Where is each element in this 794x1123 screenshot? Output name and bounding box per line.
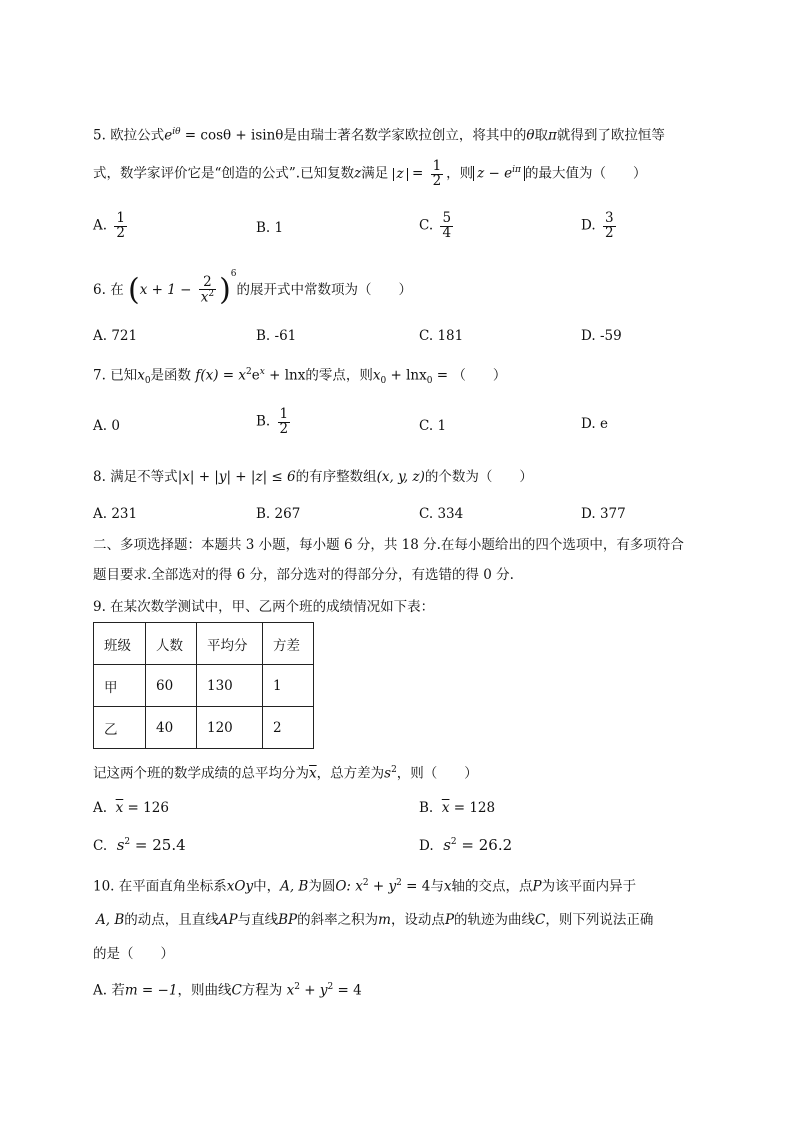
- q5-line1: 5. 欧拉公式$e^{i\theta} = \cos\theta + isin\theta$是由瑞士著名数学家欧拉创立，将其中的θ取π就得到了欧拉恒等: [93, 127, 665, 144]
- q6-line: 6. 在 (x + 1 − $\frac{2}{x^2}$ )$^6$的展开式中常数项为（ ）: [93, 269, 413, 308]
- q6-fraction: $\frac{2}{x^2}$: [200, 273, 215, 306]
- q6-option-b: B. -61: [256, 328, 297, 344]
- q8-number: 8.: [93, 469, 106, 485]
- q10-line2: A, B的动点，且直线AP与直线BP的斜率之积为m，设动点P的轨迹为曲线C，则下列说法正确: [96, 912, 654, 928]
- table-header-cell: 平均分: [197, 623, 263, 665]
- q5-number: 5.: [93, 127, 106, 144]
- q9-score-table: [93, 622, 314, 749]
- q10-line1: 10. 在平面直角坐标系xOy中，A, B为圆O: $x^2 + y^2 = 4$与x轴的交点，点P为该平面内异于: [93, 878, 637, 895]
- table-row: [94, 707, 314, 749]
- q7-option-a: A. 0: [93, 418, 120, 434]
- table-header-cell: 班级: [94, 623, 146, 665]
- q10-option-a: A. 若m = −1，则曲线C方程为 $x^2 + y^2 = 4$: [93, 982, 362, 999]
- q6-option-d: D. -59: [581, 328, 622, 344]
- table-cell: 乙: [94, 707, 146, 749]
- q5-line2: 式，数学家评价它是“创造的公式”.已知复数z满足 z = $\frac{1}{2}$ ，则 $z - e^{i\pi}$ 的最大值为（ ）: [93, 158, 647, 189]
- q8-option-a: A. 231: [93, 506, 138, 522]
- q5-option-b: B. 1: [256, 220, 284, 236]
- q9-option-b: B. $\overline{x} = 128$: [419, 800, 496, 816]
- table-header-cell: 人数: [146, 623, 197, 665]
- table-cell: 60: [146, 665, 197, 707]
- q8-option-b: B. 267: [256, 506, 301, 522]
- section2-instructions-line2: 题目要求.全部选对的得 6 分，部分选对的得部分分，有选错的得 0 分.: [93, 567, 514, 583]
- q7-line: 7. 已知$x_0$是函数 $f(x) = x^2e^x + \ln x$的零点，则$x_0 + \ln x_0$ = （ ）: [93, 367, 507, 387]
- q9-option-d: D. $s^2 = 26.2$: [419, 836, 513, 854]
- table-row: [94, 665, 314, 707]
- q7-number: 7.: [93, 367, 106, 384]
- q9-intro: 9. 在某次数学测试中，甲、乙两个班的成绩情况如下表：: [93, 599, 435, 615]
- table-header-row: [94, 623, 314, 665]
- section2-instructions-line1: 二、多项选择题：本题共 3 小题，每小题 6 分，共 18 分.在每小题给出的四个选项中，有多项符合: [93, 537, 684, 553]
- q5-option-a: A. $\frac{1}{2}$: [93, 210, 125, 241]
- q6-number: 6.: [93, 282, 106, 298]
- q5-option-c: C. $\frac{5}{4}$: [419, 210, 452, 241]
- q5-fraction: $\frac{1}{2}$: [432, 158, 442, 189]
- q9-option-a: A. $\overline{x} = 126$: [93, 800, 169, 816]
- table-cell: 120: [197, 707, 263, 749]
- q5-option-d: D. $\frac{3}{2}$: [581, 210, 614, 241]
- q8-line: 8. 满足不等式|x| + |y| + |z| ≤ 6的有序整数组(x, y, z)的个数为（ ）: [93, 469, 533, 485]
- q7-option-b: B. $\frac{1}{2}$: [256, 406, 289, 437]
- q7-option-d: D. e: [581, 416, 608, 432]
- q9-question: 记这两个班的数学成绩的总平均分为$\overline{x}$，总方差为$s^2$，则（ ）: [93, 765, 478, 782]
- table-cell: 甲: [94, 665, 146, 707]
- table-cell: 1: [263, 665, 314, 707]
- q10-number: 10.: [93, 878, 115, 895]
- q10-line3: 的是（ ）: [93, 946, 174, 962]
- table-header-cell: 方差: [263, 623, 314, 665]
- table-cell: 130: [197, 665, 263, 707]
- table-cell: 2: [263, 707, 314, 749]
- q9-option-c: C. $s^2 = 25.4$: [93, 836, 186, 854]
- table-cell: 40: [146, 707, 197, 749]
- q6-option-a: A. 721: [93, 328, 138, 344]
- q5-abs-expression: $z - e^{i\pi}$: [473, 166, 525, 181]
- q8-option-c: C. 334: [419, 506, 464, 522]
- q6-option-c: C. 181: [419, 328, 464, 344]
- q8-option-d: D. 377: [581, 506, 626, 522]
- q7-option-c: C. 1: [419, 418, 447, 434]
